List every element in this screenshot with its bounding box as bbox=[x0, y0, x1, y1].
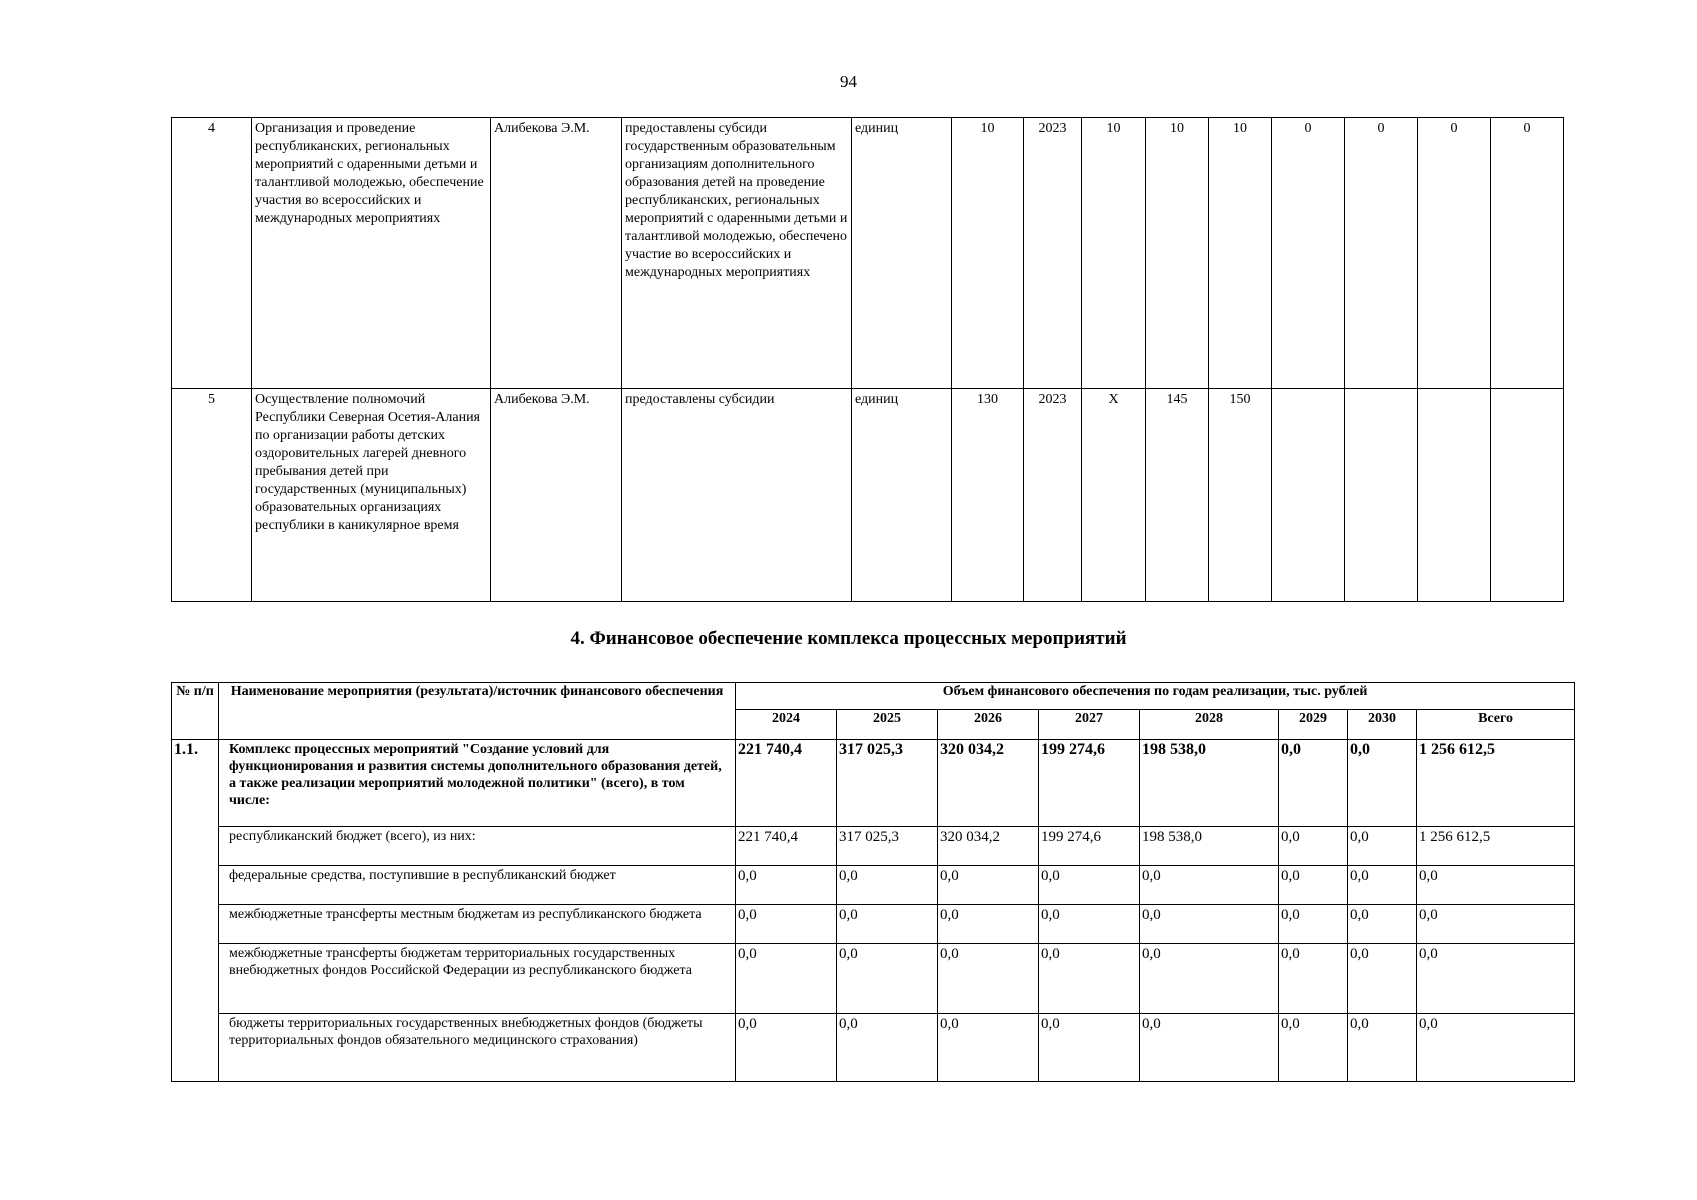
amount-cell: 1 256 612,5 bbox=[1417, 827, 1575, 866]
amount-cell: 0,0 bbox=[1279, 905, 1348, 944]
row-name: Комплекс процессных мероприятий "Создание условий для функционирования и развития системы дополнительного образования детей, а также реализации мероприятий молодежной политики" (всего), в том числе: bbox=[219, 740, 736, 827]
header-year: 2027 bbox=[1039, 710, 1140, 740]
unit: единиц bbox=[852, 118, 952, 389]
amount-cell: 0,0 bbox=[1348, 905, 1417, 944]
amount-cell: 317 025,3 bbox=[837, 740, 938, 827]
row-number: 1.1. bbox=[172, 740, 219, 1082]
amount-cell: 0,0 bbox=[1039, 1014, 1140, 1082]
amount-cell: 0,0 bbox=[1348, 1014, 1417, 1082]
amount-cell: 320 034,2 bbox=[938, 827, 1039, 866]
header-total: Всего bbox=[1417, 710, 1575, 740]
row-name: бюджеты территориальных государственных внебюджетных фондов (бюджеты территориальных фондов обязательного медицинского страхования) bbox=[219, 1014, 736, 1082]
amount-cell: 0,0 bbox=[1348, 866, 1417, 905]
row-name: межбюджетные трансферты местным бюджетам из республиканского бюджета bbox=[219, 905, 736, 944]
value-cell: 145 bbox=[1146, 389, 1209, 602]
value-cell bbox=[1491, 389, 1564, 602]
unit: единиц bbox=[852, 389, 952, 602]
header-year: 2026 bbox=[938, 710, 1039, 740]
value-cell bbox=[1418, 389, 1491, 602]
amount-cell: 0,0 bbox=[1417, 944, 1575, 1014]
amount-cell: 0,0 bbox=[1140, 1014, 1279, 1082]
header-year: 2024 bbox=[736, 710, 837, 740]
amount-cell: 0,0 bbox=[1417, 1014, 1575, 1082]
amount-cell: 0,0 bbox=[837, 944, 938, 1014]
value-cell: X bbox=[1082, 389, 1146, 602]
header-year: 2030 bbox=[1348, 710, 1417, 740]
table-row bbox=[172, 740, 1575, 827]
amount-cell: 0,0 bbox=[837, 1014, 938, 1082]
header-year: 2028 bbox=[1140, 710, 1279, 740]
result-description: предоставлены субсидии bbox=[622, 389, 852, 602]
table-row bbox=[172, 866, 1575, 905]
amount-cell: 199 274,6 bbox=[1039, 740, 1140, 827]
amount-cell: 198 538,0 bbox=[1140, 740, 1279, 827]
value-cell: 0 bbox=[1345, 118, 1418, 389]
value-cell: 0 bbox=[1272, 118, 1345, 389]
amount-cell: 198 538,0 bbox=[1140, 827, 1279, 866]
amount-cell: 317 025,3 bbox=[837, 827, 938, 866]
value-cell: 10 bbox=[1082, 118, 1146, 389]
amount-cell: 0,0 bbox=[1039, 905, 1140, 944]
row-name: республиканский бюджет (всего), из них: bbox=[219, 827, 736, 866]
amount-cell: 320 034,2 bbox=[938, 740, 1039, 827]
page-number: 94 bbox=[840, 72, 857, 91]
financing-table bbox=[171, 682, 1575, 1082]
amount-cell: 0,0 bbox=[938, 1014, 1039, 1082]
row-number: 5 bbox=[172, 389, 252, 602]
row-name: межбюджетные трансферты бюджетам территориальных государственных внебюджетных фондов Российской Федерации из республиканского бюджета bbox=[219, 944, 736, 1014]
table-row bbox=[172, 827, 1575, 866]
amount-cell: 0,0 bbox=[1279, 866, 1348, 905]
value-cell: 0 bbox=[1418, 118, 1491, 389]
responsible-person: Алибекова Э.М. bbox=[491, 389, 622, 602]
amount-cell: 221 740,4 bbox=[736, 740, 837, 827]
amount-cell: 0,0 bbox=[1279, 827, 1348, 866]
event-name: Осуществление полномочий Республики Северная Осетия-Алания по организации работы детских оздоровительных лагерей дневного пребывания детей при государственных (муниципальных) образовательных организациях республики в каникулярное время bbox=[252, 389, 491, 602]
value-cell: 10 bbox=[1209, 118, 1272, 389]
amount-cell: 0,0 bbox=[1140, 905, 1279, 944]
amount-cell: 0,0 bbox=[1140, 944, 1279, 1014]
value-cell: 10 bbox=[1146, 118, 1209, 389]
amount-cell: 0,0 bbox=[837, 905, 938, 944]
header-year: 2025 bbox=[837, 710, 938, 740]
value-cell bbox=[1345, 389, 1418, 602]
amount-cell: 0,0 bbox=[736, 866, 837, 905]
event-name: Организация и проведение республиканских, региональных мероприятий с одаренными детьми и талантливой молодежью, обеспечение участия во всероссийских и международных мероприятиях bbox=[252, 118, 491, 389]
amount-cell: 0,0 bbox=[938, 944, 1039, 1014]
amount-cell: 0,0 bbox=[1279, 944, 1348, 1014]
amount-cell: 0,0 bbox=[1039, 944, 1140, 1014]
amount-cell: 199 274,6 bbox=[1039, 827, 1140, 866]
amount-cell: 0,0 bbox=[1417, 866, 1575, 905]
base-value: 10 bbox=[952, 118, 1024, 389]
amount-cell: 0,0 bbox=[1417, 905, 1575, 944]
amount-cell: 1 256 612,5 bbox=[1417, 740, 1575, 827]
section-title: 4. Финансовое обеспечение комплекса процессных мероприятий bbox=[570, 628, 1127, 649]
results-table bbox=[171, 117, 1564, 602]
responsible-person: Алибекова Э.М. bbox=[491, 118, 622, 389]
header-name: Наименование мероприятия (результата)/источник финансового обеспечения bbox=[219, 683, 736, 740]
table-row bbox=[172, 905, 1575, 944]
amount-cell: 0,0 bbox=[1348, 740, 1417, 827]
table-row bbox=[172, 389, 1564, 602]
amount-cell: 0,0 bbox=[938, 905, 1039, 944]
table-row bbox=[172, 118, 1564, 389]
header-row bbox=[172, 683, 1575, 710]
row-name: федеральные средства, поступившие в республиканский бюджет bbox=[219, 866, 736, 905]
result-description: предоставлены субсиди государственным образовательным организациям дополнительного образования детей на проведение республиканских, региональных мероприятий с одаренными детьми и талантливой молодежью, обеспечено участие во всероссийских и международных мероприятиях bbox=[622, 118, 852, 389]
amount-cell: 0,0 bbox=[1348, 827, 1417, 866]
amount-cell: 0,0 bbox=[1140, 866, 1279, 905]
header-volume: Объем финансового обеспечения по годам реализации, тыс. рублей bbox=[736, 683, 1575, 710]
value-cell: 150 bbox=[1209, 389, 1272, 602]
amount-cell: 0,0 bbox=[1348, 944, 1417, 1014]
value-cell: 0 bbox=[1491, 118, 1564, 389]
header-year: 2029 bbox=[1279, 710, 1348, 740]
amount-cell: 0,0 bbox=[938, 866, 1039, 905]
base-value: 130 bbox=[952, 389, 1024, 602]
amount-cell: 0,0 bbox=[1039, 866, 1140, 905]
table-row bbox=[172, 944, 1575, 1014]
base-year: 2023 bbox=[1024, 118, 1082, 389]
base-year: 2023 bbox=[1024, 389, 1082, 602]
value-cell bbox=[1272, 389, 1345, 602]
amount-cell: 0,0 bbox=[1279, 740, 1348, 827]
header-num: № п/п bbox=[172, 683, 219, 740]
amount-cell: 0,0 bbox=[837, 866, 938, 905]
amount-cell: 0,0 bbox=[1279, 1014, 1348, 1082]
amount-cell: 0,0 bbox=[736, 1014, 837, 1082]
amount-cell: 221 740,4 bbox=[736, 827, 837, 866]
amount-cell: 0,0 bbox=[736, 905, 837, 944]
amount-cell: 0,0 bbox=[736, 944, 837, 1014]
table-row bbox=[172, 1014, 1575, 1082]
row-number: 4 bbox=[172, 118, 252, 389]
